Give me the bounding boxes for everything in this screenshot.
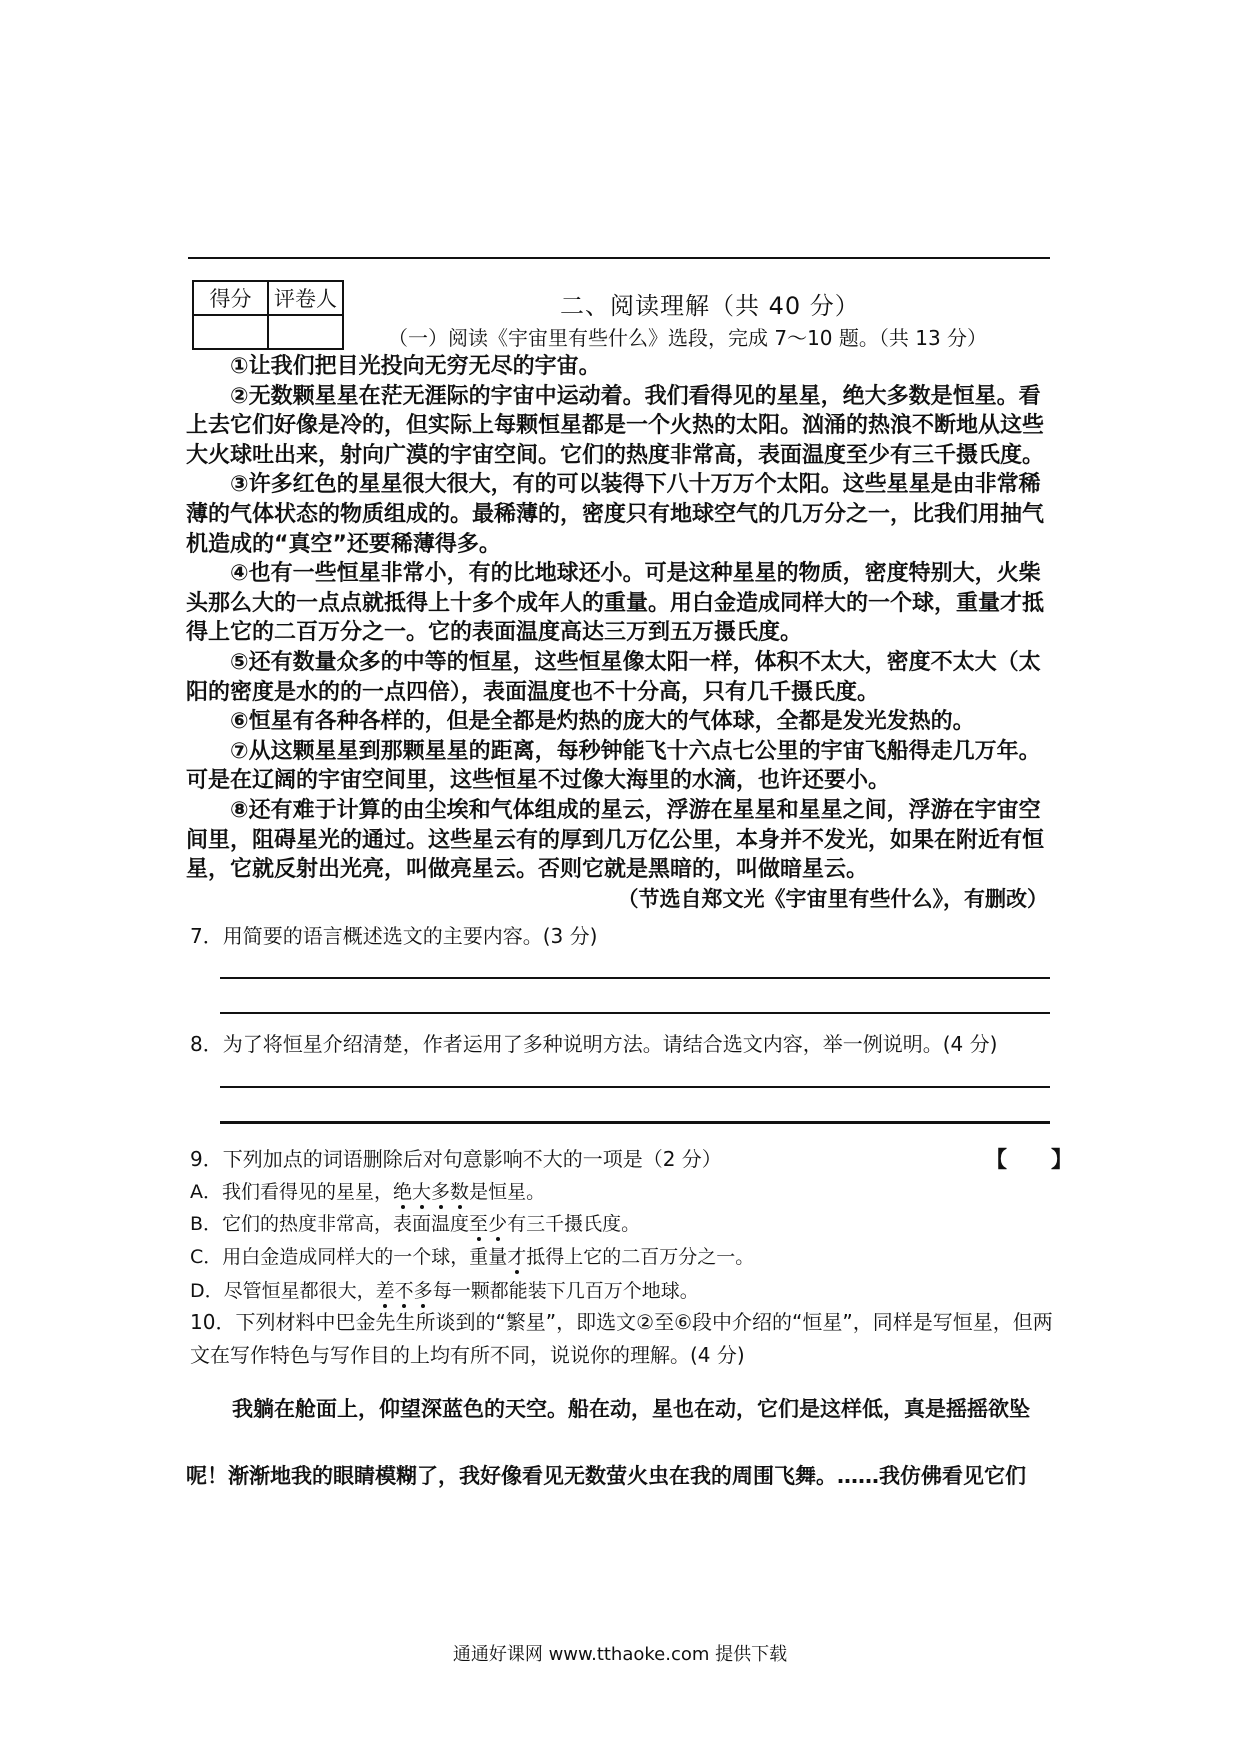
dotted-char: 多: [414, 1276, 433, 1303]
option-b-text-end: 有三千摄氏度。: [507, 1213, 641, 1235]
top-rule: [188, 257, 1050, 259]
answer-line-8a[interactable]: [220, 1086, 1050, 1088]
dotted-char: 不: [395, 1276, 414, 1303]
material-line-1: 我躺在舱面上，仰望深蓝色的天空。船在动，星也在动，它们是这样低，真是摇摇欲坠: [232, 1397, 1030, 1421]
option-c-text-end: 抵得上它的二百万分之一。: [526, 1246, 755, 1268]
score-header: 得分: [193, 281, 268, 315]
answer-line-7b[interactable]: [220, 1012, 1050, 1014]
dotted-char: 才: [507, 1242, 526, 1269]
option-a-text: A．我们看得见的星星，: [190, 1181, 393, 1203]
grader-header: 评卷人: [268, 281, 343, 315]
dotted-char: 至: [469, 1209, 488, 1236]
paragraph-4: ④也有一些恒星非常小，有的比地球还小。可是这种星星的物质，密度特别大，火柴头那么大的一点点就抵得上十多个成年人的重量。用白金造成同样大的一个球，重量才抵得上它的二百万分之一。它的表面温度高达三万到五万摄氏度。: [186, 561, 1045, 646]
section-title: 二、阅读理解（共 40 分）: [560, 292, 860, 320]
question-10: 10．下列材料中巴金先生所谈到的“繁星”，即选文②至⑥段中介绍的“恒星”，同样是写恒星，但两文在写作特色与写作目的上均有所不同，说说你的理解。(4 分): [190, 1310, 1053, 1367]
score-cell[interactable]: [193, 315, 268, 349]
subsection-title: （一）阅读《宇宙里有些什么》选段，完成 7～10 题。（共 13 分）: [388, 326, 988, 350]
option-a[interactable]: [190, 1177, 545, 1204]
grader-cell[interactable]: [268, 315, 343, 349]
paragraph-5: ⑤还有数量众多的中等的恒星，这些恒星像太阳一样，体积不太大，密度不太大（太阳的密度是水的的一点四倍），表面温度也不十分高，只有几千摄氏度。: [186, 649, 1041, 705]
dotted-char: 差: [376, 1276, 395, 1303]
answer-line-7a[interactable]: [220, 977, 1050, 979]
answer-bracket[interactable]: 【 】: [985, 1148, 1074, 1173]
reading-passage: [186, 352, 1058, 885]
dotted-char: 大: [412, 1177, 431, 1204]
dotted-char: 绝: [393, 1177, 412, 1204]
paragraph-2: ②无数颗星星在茫无涯际的宇宙中运动着。我们看得见的星星，绝大多数是恒星。看上去它们好像是冷的，但实际上每颗恒星都是一个火热的太阳。汹涌的热浪不断地从这些大火球吐出来，射向广漠的宇宙空间。它们的热度非常高，表面温度至少有三千摄氏度。: [186, 383, 1045, 468]
dotted-char: 数: [450, 1177, 469, 1204]
paragraph-7: ⑦从这颗星星到那颗星星的距离，每秒钟能飞十六点七公里的宇宙飞船得走几万年。可是在辽阔的宇宙空间里，这些恒星不过像大海里的水滴，也许还要小。: [186, 738, 1041, 794]
option-d[interactable]: [190, 1276, 699, 1303]
paragraph-1: ①让我们把目光投向无穷无尽的宇宙。: [230, 354, 601, 379]
answer-line-8b[interactable]: [220, 1121, 1050, 1124]
paragraph-8: ⑧还有难于计算的由尘埃和气体组成的星云，浮游在星星和星星之间，浮游在宇宙空间里，阻碍星光的通过。这些星云有的厚到几万亿公里，本身并不发光，如果在附近有恒星，它就反射出光亮，叫做亮星云。否则它就是黑暗的，叫做暗星云。: [186, 797, 1045, 883]
passage-source: （节选自郑文光《宇宙里有些什么》，有删改）: [617, 887, 1048, 911]
question-8: 8．为了将恒星介绍清楚，作者运用了多种说明方法。请结合选文内容，举一例说明。(4 分): [190, 1032, 998, 1056]
option-c[interactable]: [190, 1242, 754, 1269]
option-c-text: C．用白金造成同样大的一个球，重量: [190, 1246, 508, 1268]
option-d-text-end: 每一颗都能装下几百万个地球。: [432, 1280, 699, 1302]
material-line-2: 呢！渐渐地我的眼睛模糊了，我好像看见无数萤火虫在我的周围飞舞。……我仿佛看见它们: [186, 1464, 1026, 1488]
option-b[interactable]: [190, 1209, 640, 1236]
footer-text: 通通好课网 www.tthaoke.com 提供下载: [452, 1644, 788, 1665]
paragraph-3: ③许多红色的星星很大很大，有的可以装得下八十万万个太阳。这些星星是由非常稀薄的气体状态的物质组成的。最稀薄的，密度只有地球空气的几万分之一，比我们用抽气机造成的“真空”还要稀薄得多。: [186, 472, 1045, 557]
option-d-text: D．尽管恒星都很大，: [190, 1280, 376, 1302]
question-9: 9．下列加点的词语删除后对句意影响不大的一项是（2 分）: [190, 1147, 722, 1171]
option-b-text: B．它们的热度非常高，表面温度: [190, 1213, 470, 1235]
option-a-text-end: 是恒星。: [469, 1181, 546, 1203]
paragraph-6: ⑥恒星有各种各样的，但是全都是灼热的庞大的气体球，全都是发光发热的。: [230, 709, 975, 735]
dotted-char: 少: [488, 1209, 507, 1236]
dotted-char: 多: [431, 1177, 450, 1204]
score-table: [192, 280, 344, 350]
question-7: 7．用简要的语言概述选文的主要内容。(3 分): [190, 924, 598, 948]
